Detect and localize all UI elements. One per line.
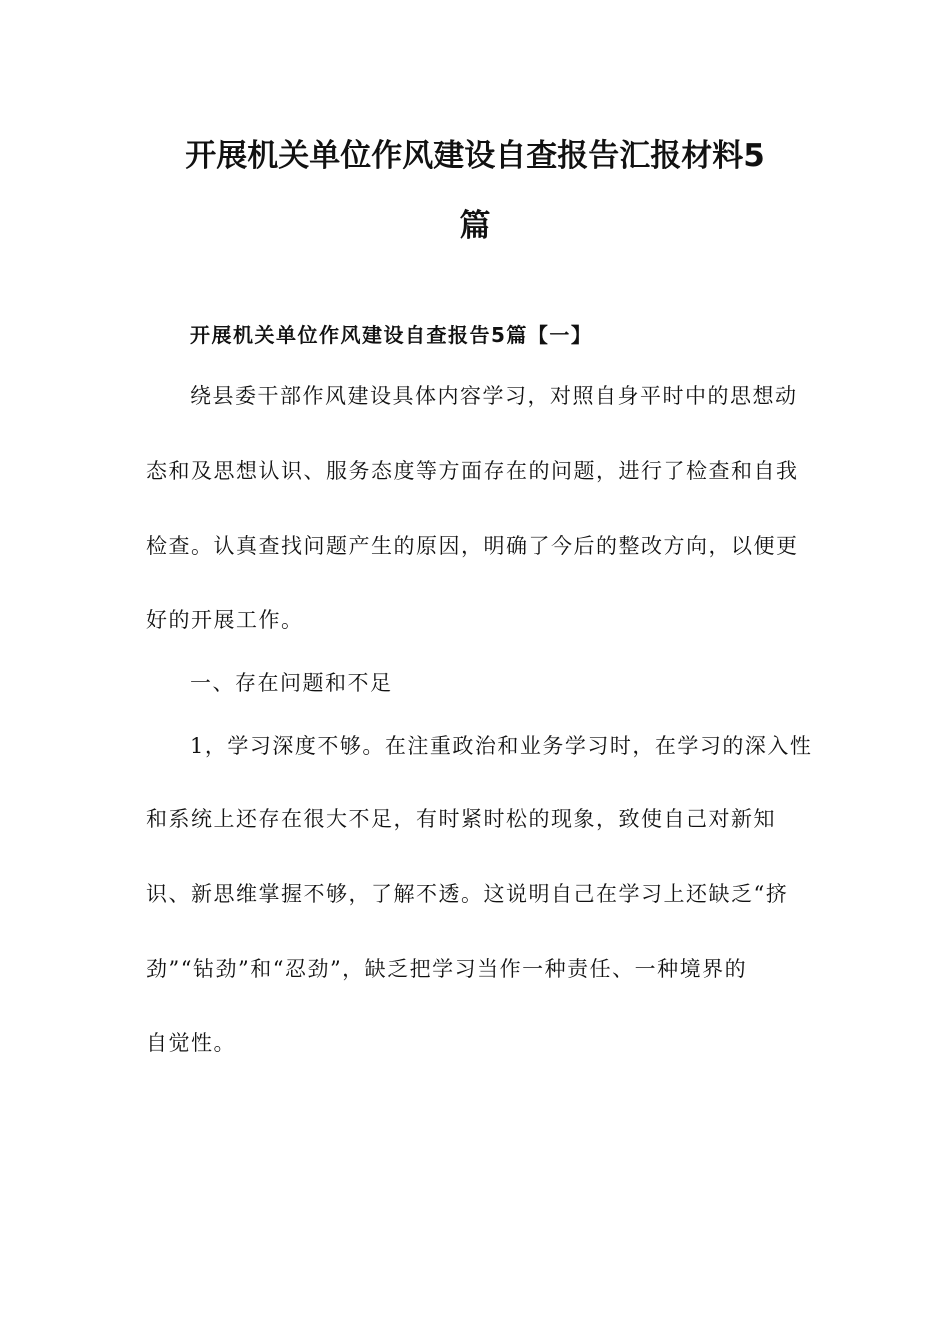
- paragraph-2-line-5: 自觉性。: [146, 1031, 236, 1055]
- paragraph-2-line-3: 识、新思维掌握不够，了解不透。这说明自己在学习上还缺乏“挤: [146, 882, 789, 906]
- paragraph-2-line-4: 劲”“钻劲”和“忍劲”，缺乏把学习当作一种责任、一种境界的: [146, 957, 748, 981]
- paragraph-2-line-1: 1，学习深度不够。在注重政治和业务学习时，在学习的深入性: [190, 734, 813, 758]
- paragraph-1-line-1: 绕县委干部作风建设具体内容学习，对照自身平时中的思想动: [190, 384, 798, 408]
- paragraph-1-line-4: 好的开展工作。: [146, 608, 304, 632]
- paragraph-1-line-3: 检查。认真查找问题产生的原因，明确了今后的整改方向，以便更: [146, 534, 799, 558]
- paragraph-1-line-2: 态和及思想认识、服务态度等方面存在的问题，进行了检查和自我: [146, 459, 799, 483]
- paragraph-2-line-2: 和系统上还存在很大不足，有时紧时松的现象，致使自己对新知: [146, 807, 776, 831]
- section-heading: 开展机关单位作风建设自查报告5篇【一】: [190, 323, 593, 347]
- document-title-line-1: 开展机关单位作风建设自查报告汇报材料5: [185, 138, 765, 174]
- document-title-line-2: 篇: [459, 208, 491, 244]
- subheading-1: 一、存在问题和不足: [190, 671, 393, 695]
